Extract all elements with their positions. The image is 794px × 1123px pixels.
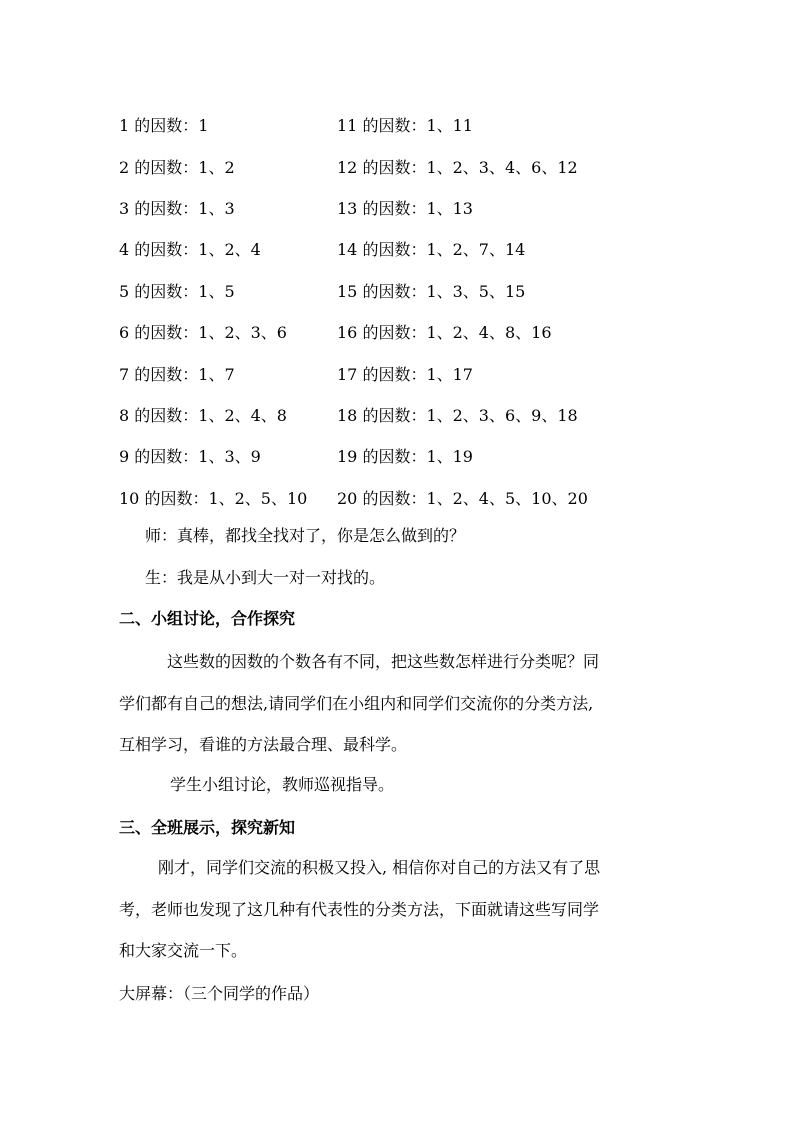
factor-left: 3 的因数：1、3 bbox=[119, 198, 235, 218]
factor-row bbox=[119, 477, 679, 518]
factor-right: 11 的因数：1、11 bbox=[337, 116, 473, 136]
student-line: 生：我是从小到大一对一对找的。 bbox=[145, 568, 386, 587]
factor-right: 15 的因数：1、3、5、15 bbox=[337, 281, 526, 301]
factor-left: 10 的因数：1、2、5、10 bbox=[119, 488, 308, 508]
paragraph-line: 考，老师也发现了这几种有代表性的分类方法，下面就请这些写同学 bbox=[119, 899, 600, 919]
paragraph-line: 刚才，同学们交流的积极又投入, 相信你对自己的方法又有了思 bbox=[158, 858, 601, 878]
factor-row bbox=[119, 270, 679, 311]
paragraph-line: 学们都有自己的想法,请同学们在小组内和同学们交流你的分类方法, bbox=[119, 693, 594, 713]
factor-right: 13 的因数：1、13 bbox=[337, 198, 473, 218]
factor-list bbox=[119, 104, 679, 518]
section2-heading: 二、小组讨论，合作探究 bbox=[119, 609, 296, 628]
factor-right: 17 的因数：1、17 bbox=[337, 364, 473, 384]
factor-row bbox=[119, 228, 679, 269]
factor-left: 9 的因数：1、3、9 bbox=[119, 447, 261, 467]
teacher-line: 师：真棒，都找全找对了，你是怎么做到的？ bbox=[145, 526, 466, 545]
factor-left: 2 的因数：1、2 bbox=[119, 157, 235, 177]
factor-row bbox=[119, 394, 679, 435]
factor-right: 20 的因数：1、2、4、5、10、20 bbox=[337, 488, 588, 508]
factor-right: 16 的因数：1、2、4、8、16 bbox=[337, 323, 552, 343]
factor-row bbox=[119, 435, 679, 476]
section3-heading: 三、全班展示，探究新知 bbox=[119, 818, 296, 837]
paragraph-line: 这些数的因数的个数各有不同，把这些数怎样进行分类呢？同 bbox=[167, 652, 600, 672]
paragraph-line: 和大家交流一下。 bbox=[119, 941, 248, 961]
factor-right: 12 的因数：1、2、3、4、6、12 bbox=[337, 157, 578, 177]
factor-left: 4 的因数：1、2、4 bbox=[119, 240, 261, 260]
factor-row bbox=[119, 352, 679, 393]
factor-left: 7 的因数：1、7 bbox=[119, 364, 235, 384]
section2-note: 学生小组讨论，教师巡视指导。 bbox=[170, 775, 395, 794]
factor-right: 18 的因数：1、2、3、6、9、18 bbox=[337, 405, 578, 425]
factor-left: 5 的因数：1、5 bbox=[119, 281, 235, 301]
section3-paragraph bbox=[119, 846, 699, 971]
screen-note: 大屏幕：（三个同学的作品） bbox=[119, 984, 320, 1003]
factor-left: 1 的因数：1 bbox=[119, 116, 209, 136]
factor-left: 8 的因数：1、2、4、8 bbox=[119, 405, 287, 425]
factor-left: 6 的因数：1、2、3、6 bbox=[119, 323, 287, 343]
factor-row bbox=[119, 104, 679, 145]
factor-right: 14 的因数：1、2、7、14 bbox=[337, 240, 526, 260]
paragraph-line: 互相学习，看谁的方法最合理、最科学。 bbox=[119, 735, 408, 755]
factor-row bbox=[119, 187, 679, 228]
section2-paragraph bbox=[119, 640, 699, 765]
factor-right: 19 的因数：1、19 bbox=[337, 447, 473, 467]
factor-row bbox=[119, 145, 679, 186]
factor-row bbox=[119, 311, 679, 352]
